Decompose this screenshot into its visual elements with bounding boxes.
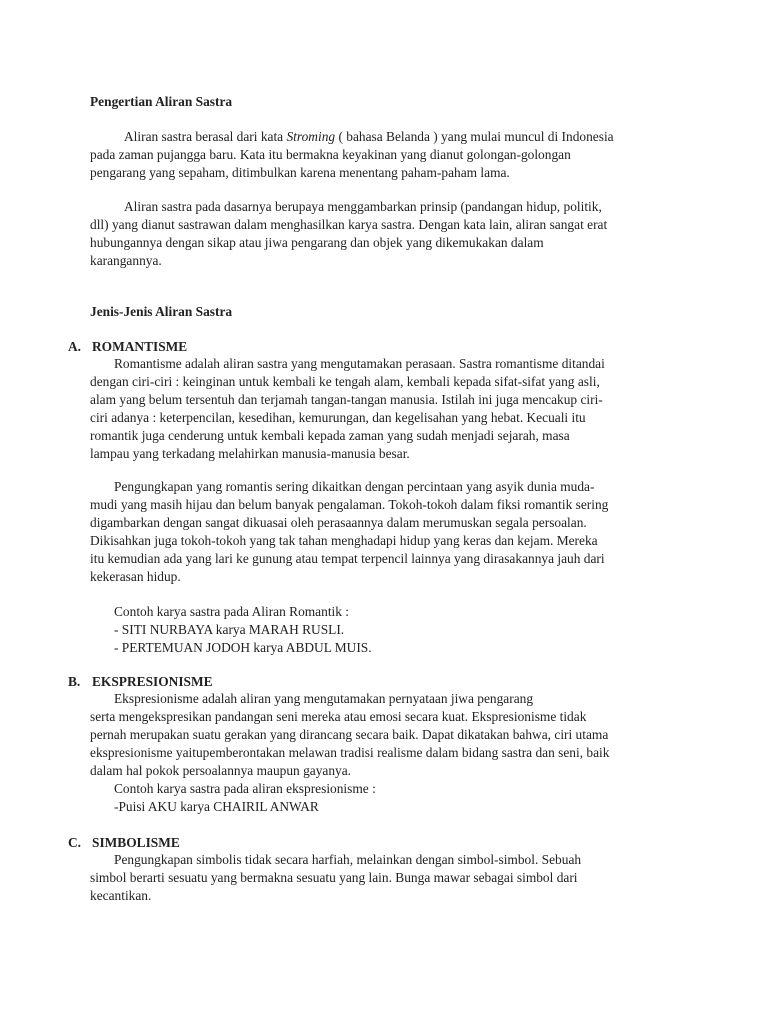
section-c-title: SIMBOLISME: [92, 835, 180, 850]
intro-p2-line-4: karangannya.: [90, 253, 162, 268]
section-a-example-line: - PERTEMUAN JODOH karya ABDUL MUIS.: [114, 640, 372, 655]
intro-p1-italic-word: Stroming: [286, 129, 336, 144]
section-a-paragraph-1: [90, 355, 670, 463]
section-b-example-line: -Puisi AKU karya CHAIRIL ANWAR: [114, 799, 319, 814]
section-b-paragraph-1: [90, 690, 670, 816]
section-a-example-line: Contoh karya sastra pada Aliran Romantik :: [114, 604, 350, 619]
intro-paragraph-2: [90, 198, 670, 270]
section-a-p2-line: itu kemudian ada yang lari ke gunung atau tempat terpencil lainnya yang dirasakannya jauh dari: [90, 551, 605, 566]
section-b-p1-line: dalam hal pokok persoalannya maupun gayanya.: [90, 763, 352, 778]
section-a-p1-line: Romantisme adalah aliran sastra yang mengutamakan perasaan. Sastra romantisme ditandai: [114, 356, 605, 371]
section-a-letter: A.: [68, 339, 82, 354]
section-c-p1-line: simbol berarti sesuatu yang bermakna sesuatu yang lain. Bunga mawar sebagai simbol dari: [90, 870, 578, 885]
intro-p2-line-2: dll) yang dianut sastrawan dalam menghasilkan karya sastra. Dengan kata lain, aliran sangat erat: [90, 217, 608, 232]
section-b-p1-line: pernah merupakan suatu gerakan yang dirancang secara baik. Dapat dikatakan bahwa, ciri utama: [90, 727, 609, 742]
section-a-p1-line: alam yang belum tersentuh dan terjamah tangan-tangan manusia. Istilah ini juga mencakup ciri-: [90, 392, 603, 407]
section-a-example-line: - SITI NURBAYA karya MARAH RUSLI.: [114, 622, 345, 637]
section-a-heading: [68, 338, 187, 356]
intro-p2-line-3: hubungannya dengan sikap atau jiwa pengarang dan objek yang dikemukakan dalam: [90, 235, 544, 250]
intro-p1-text-a: Aliran sastra berasal dari kata: [124, 129, 287, 144]
section-a-examples: [90, 603, 670, 657]
section-a-p1-line: romantik juga cenderung untuk kembali kepada zaman yang sudah menjadi sejarah, masa: [90, 428, 570, 443]
intro-paragraph-1: [90, 128, 670, 182]
section-b-p1-line: ekspresionisme yaitupemberontakan melawan tradisi realisme dalam bidang sastra dan seni, baik: [90, 745, 610, 760]
intro-p1-line-1: [90, 128, 670, 146]
section-c-paragraph-1: [90, 851, 670, 905]
section-c-p1-line: kecantikan.: [90, 888, 152, 903]
section-a-p1-line: dengan ciri-ciri : keinginan untuk kembali ke tengah alam, kembali kepada sifat-sifat yang asli,: [90, 374, 600, 389]
intro-p1-text-b: ( bahasa Belanda ) yang mulai muncul di Indonesia: [335, 129, 614, 144]
section-a-p2-line: Pengungkapan yang romantis sering dikaitkan dengan percintaan yang asyik dunia muda-: [114, 479, 595, 494]
section-b-example-line: Contoh karya sastra pada aliran ekspresionisme :: [114, 781, 376, 796]
section-a-p2-line: mudi yang masih hijau dan belum banyak pengalaman. Tokoh-tokoh dalam fiksi romantik sering: [90, 497, 609, 512]
intro-p1-line-2: pada zaman pujangga baru. Kata itu bermakna keyakinan yang dianut golongan-golongan: [90, 147, 571, 162]
section-c-p1-line: Pengungkapan simbolis tidak secara harfiah, melainkan dengan simbol-simbol. Sebuah: [114, 852, 582, 867]
section-a-p2-line: Dikisahkan juga tokoh-tokoh yang tak tahan menghadapi hidup yang keras dan kejam. Mereka: [90, 533, 598, 548]
intro-p1-line-3: pengarang yang sepaham, ditimbulkan karena menentang paham-paham lama.: [90, 165, 510, 180]
intro-p2-line-1: Aliran sastra pada dasarnya berupaya menggambarkan prinsip (pandangan hidup, politik,: [124, 199, 602, 214]
jenis-title: Jenis-Jenis Aliran Sastra: [90, 304, 233, 319]
section-a-p2-line: kekerasan hidup.: [90, 569, 181, 584]
section-b-heading: [68, 673, 213, 691]
section-b-letter: B.: [68, 674, 81, 689]
section-a-p2-line: digambarkan dengan sangat dikuasai oleh perasaannya dalam merumuskan segala persoalan.: [90, 515, 587, 530]
section-c-heading: [68, 834, 180, 852]
section-a-p1-line: ciri adanya : keterpencilan, kesedihan, kemurungan, dan kegelisahan yang hebat. Kecuali itu: [90, 410, 586, 425]
section-a-p1-line: lampau yang terkadang melahirkan manusia-manusia besar.: [90, 446, 410, 461]
section-b-title: EKSPRESIONISME: [92, 674, 213, 689]
section-a-paragraph-2: [90, 478, 670, 586]
page-title: Pengertian Aliran Sastra: [90, 94, 233, 109]
section-c-letter: C.: [68, 835, 82, 850]
section-b-p1-line: Ekspresionisme adalah aliran yang mengutamakan pernyataan jiwa pengarang: [114, 691, 534, 706]
section-b-p1-line: serta mengekspresikan pandangan seni mereka atau emosi secara kuat. Ekspresionisme tidak: [90, 709, 587, 724]
section-a-title: ROMANTISME: [92, 339, 188, 354]
